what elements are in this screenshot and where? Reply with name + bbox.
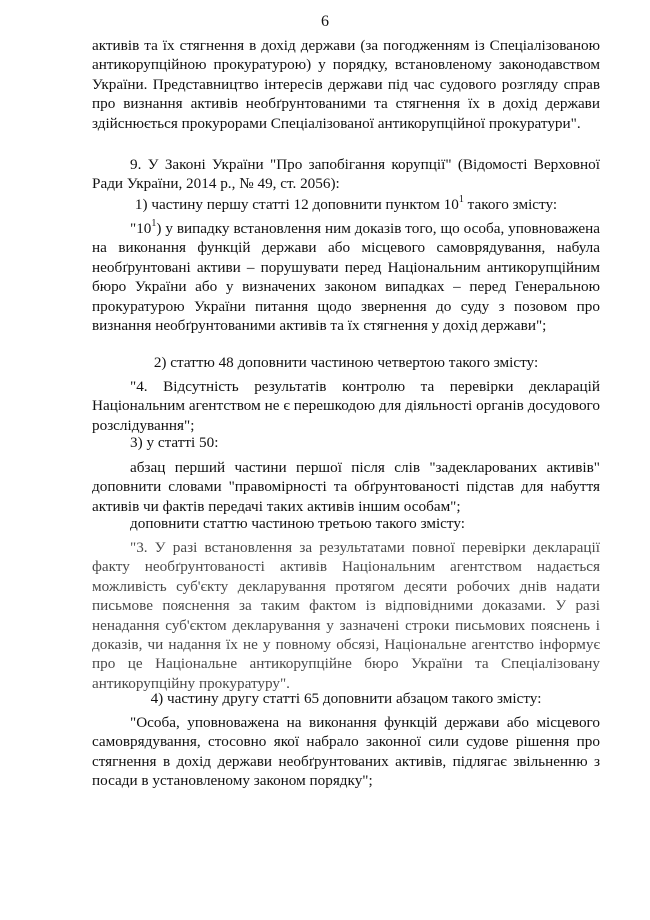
- subitem-1-text-end: такого змісту:: [463, 196, 558, 213]
- superscript: 1: [151, 217, 157, 229]
- paragraph-amendment-1: абзац перший частини першої після слів "задекларованих активів" доповнити словами "правомірності та обґрунтованості підстав для набуття активів чи фактів передачі таких активів іншим особам";: [92, 459, 600, 515]
- paragraph-subitem-3: 3) у статті 50:: [130, 434, 219, 451]
- quoted-paragraph-65: "Особа, уповноважена на виконання функцій держави або місцевого самоврядування, стосовно якої набрало законної сили судове рішення про стягнення в дохід держави необґрунтованих активів, підлягає звільненню з посади в установленому законом порядку";: [92, 714, 600, 790]
- quote-text: ) у випадку встановлення ним доказів того, що особа, уповноважена на виконання функцій держави або місцевого самоврядування, набула необґрунтовані активи – порушувати перед Національним антикорупційним бюро України або у визначених законом випадках – перед Генеральною прокуратурою України питання щодо звернення до суду з позовом про визнання необґрунтованими активів та їх стягнення у дохід держави";: [92, 220, 600, 335]
- paragraph-amendment-2: доповнити статтю частиною третьою такого змісту:: [130, 515, 465, 532]
- paragraph-item-9: 9. У Законі України "Про запобігання корупції" (Відомості Верховної Ради України, 2014 р., № 49, ст. 2056):: [92, 156, 600, 193]
- paragraph-subitem-1: [92, 195, 600, 214]
- quoted-part-3: "3. У разі встановлення за результатами повної перевірки декларації факту необґрунтованості активів Національним агентством надається можливість суб'єкту декларування протягом десяти робочих днів надати письмове пояснення за таким фактом із відповідними доказами. У разі ненадання суб'єктом декларування у зазначені строки письмових пояснень і доказів, чи надання їх не у повному обсязі, Національне агентство інформує про це Національне антикорупційне бюро України та Спеціалізовану антикорупційну прокуратуру".: [92, 539, 600, 692]
- page-number: 6: [321, 13, 329, 30]
- subitem-1-text: 1) частину першу статті 12 доповнити пунктом 10: [134, 196, 459, 213]
- paragraph-subitem-4: 4) частину другу статті 65 доповнити абзацом такого змісту:: [150, 690, 542, 707]
- superscript: 1: [458, 193, 464, 205]
- quote-start: "10: [130, 220, 152, 237]
- quoted-part-4: "4. Відсутність результатів контролю та перевірки декларацій Національним агентством не є перешкодою для діяльності органів досудового розслідування";: [92, 378, 600, 434]
- paragraph-subitem-2: 2) статтю 48 доповнити частиною четвертою такого змісту:: [153, 354, 539, 371]
- paragraph-continuation: активів та їх стягнення в дохід держави (за погодженням із Спеціалізованою антикорупційною прокуратурою) у порядку, встановленому законодавством України. Представництво інтересів держави під час судового розгляду справ про визнання активів необґрунтованими та стягнення їх в дохід держави здійснюється прокурорами Спеціалізованої антикорупційної прокуратури".: [92, 37, 600, 132]
- quoted-point-10-1: [92, 219, 600, 335]
